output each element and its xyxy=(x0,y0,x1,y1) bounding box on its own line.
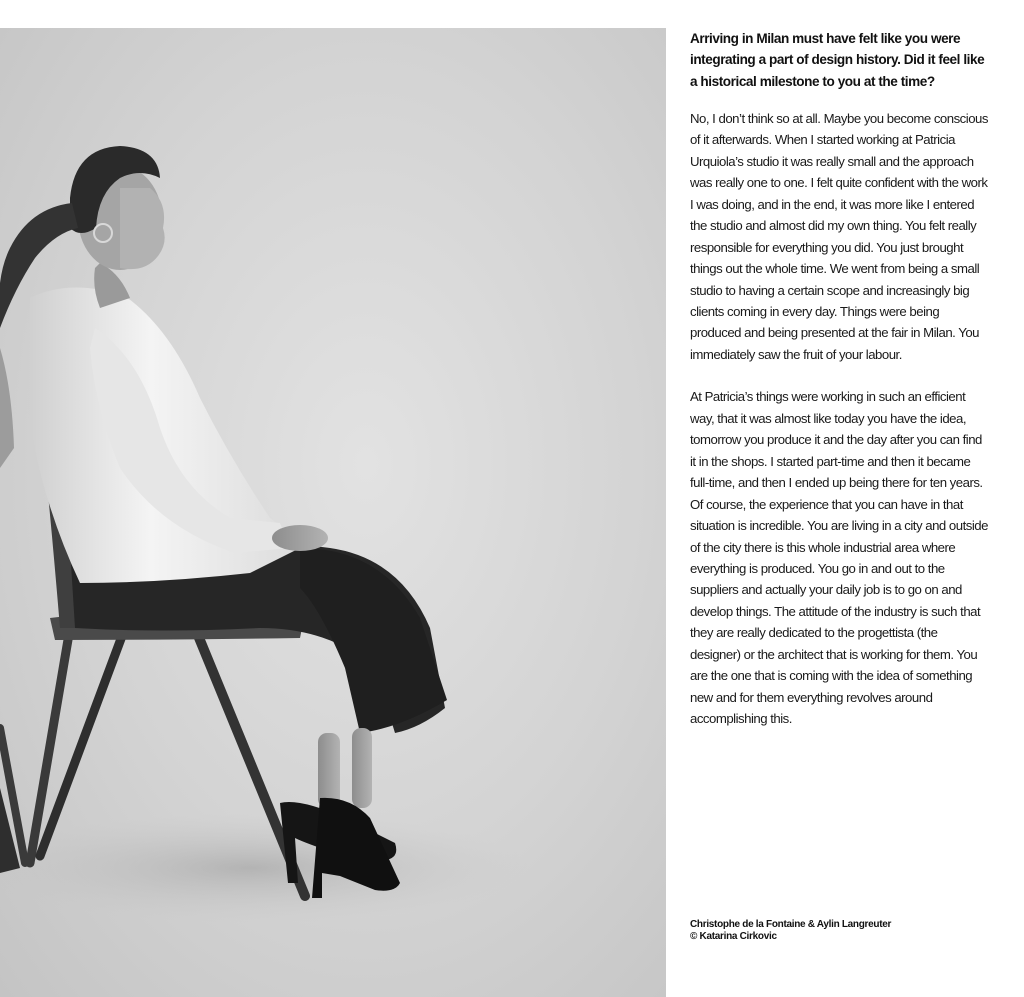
interview-answer-paragraph-2: At Patricia’s things were working in such an efficient way, that it was almost like today you have the idea, tomorrow you produce it and the day after you can find it in the shops. I started part-time and then it became full-time, and then I ended up being there for ten years. Of course, the experience that you can have in that situation is incredible. You are living in a city and outside of the city there is this whole industrial area where everything is produced. You go in and out to the suppliers and actually your daily job is to go on and develop things. The attitude of the industry is such that they are really dedicated to the progettista (the designer) or the architect that is working for them. You are the one that is coming with the idea of something new and for them everything revolves around accomplishing this. xyxy=(690,389,988,727)
credits-names: Christophe de la Fontaine & Aylin Langreuter xyxy=(690,919,892,930)
interview-question: Arriving in Milan must have felt like you were integrating a part of design history. Did it feel like a historical milestone to you at the time? xyxy=(690,31,985,89)
interview-answer-paragraph-1: No, I don’t think so at all. Maybe you become conscious of it afterwards. When I started working at Patricia Urquiola’s studio it was really small and the approach was really one to one. I felt quite confident with the work I was doing, and in the end, it was more like I entered the studio and almost did my own thing. You felt really responsible for everything you did. You just brought things out the whole time. We went from being a small studio to having a certain scope and increasingly big clients coming in every day. Things were being produced and being presented at the fair in Milan. You immediately saw the fruit of your labour. xyxy=(690,110,988,362)
woman-seated-on-chair-photo-icon xyxy=(0,28,666,997)
credits-photographer: © Katarina Cirkovic xyxy=(690,931,777,942)
interview-text-column xyxy=(690,28,990,751)
photo-credits xyxy=(690,919,990,943)
portrait-photo xyxy=(0,28,666,997)
